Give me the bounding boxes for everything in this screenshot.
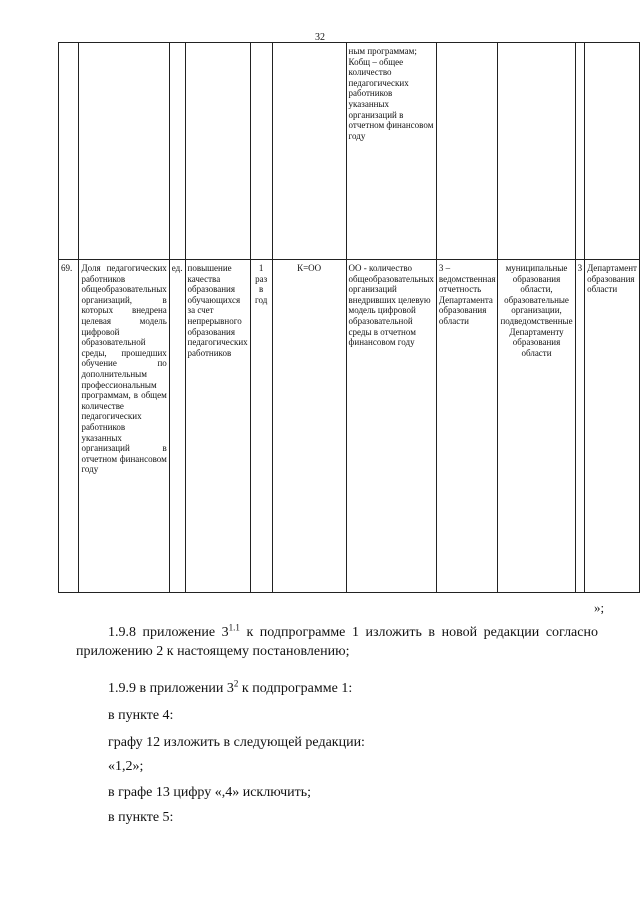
cell-formula: К=ОО: [272, 260, 346, 593]
cell-k: 3: [575, 260, 585, 593]
cell-unit: ед.: [169, 260, 185, 593]
paragraph-point-5: в пункте 5:: [108, 810, 174, 825]
cell-name: [79, 43, 169, 260]
cell-periodicity: 1 раз в год: [250, 260, 272, 593]
cell-direction: повышение качества образования обучающихся за счет непрерывного образования педагогических работников: [185, 260, 250, 593]
paragraph-1-9-8: 1.9.8 приложение $3^{1.1}$ к подпрограмме 1 изложить в новой редакции согласно приложению 2 к настоящему постановлению;: [76, 622, 598, 659]
table-row: [59, 260, 640, 593]
cell-k: [575, 43, 585, 260]
cell-responsible: муниципальные образования области, образовательные организации, подведомственные Департаменту образования области: [498, 260, 575, 593]
paragraph-1-9-9: 1.9.9 в приложении $3^2$ к подпрограмме 1:: [108, 678, 353, 696]
cell-responsible: [498, 43, 575, 260]
cell-department: Департамент образования области: [585, 260, 640, 593]
cell-source: 3 – ведомственная отчетность Департамента образования области: [436, 260, 498, 593]
paragraph-point-4: в пункте 4:: [108, 708, 174, 723]
paragraph-column-12: графу 12 изложить в следующей редакции:: [108, 735, 365, 750]
cell-definition: ОО - количество общеобразовательных организаций внедривших целевую модель цифровой образовательной среды в отчетном финансовом году: [346, 260, 436, 593]
cell-unit: [169, 43, 185, 260]
cell-direction: [185, 43, 250, 260]
cell-definition: ным программам; Кобщ – общее количество педагогических работников указанных организаций в отчетном финансовом году: [346, 43, 436, 260]
page-number: 32: [315, 32, 325, 43]
cell-department: [585, 43, 640, 260]
cell-num: 69.: [59, 260, 79, 593]
cell-num: [59, 43, 79, 260]
paragraph-column-13: в графе 13 цифру «,4» исключить;: [108, 785, 312, 800]
paragraph-value: «1,2»;: [108, 759, 144, 774]
table-row: [59, 43, 640, 260]
cell-periodicity: [250, 43, 272, 260]
closing-quote: »;: [594, 600, 605, 615]
cell-source: [436, 43, 498, 260]
cell-formula: [272, 43, 346, 260]
indicators-table: [58, 42, 640, 593]
cell-name: Доля педагогических работников общеобразовательных организаций, в которых внедрена целевая модель цифровой образовательной среды, прошедших обучение по дополнительным профессиональным программам, в общем количестве педагогических работников указанных организаций в отчетном финансовом году: [79, 260, 169, 593]
